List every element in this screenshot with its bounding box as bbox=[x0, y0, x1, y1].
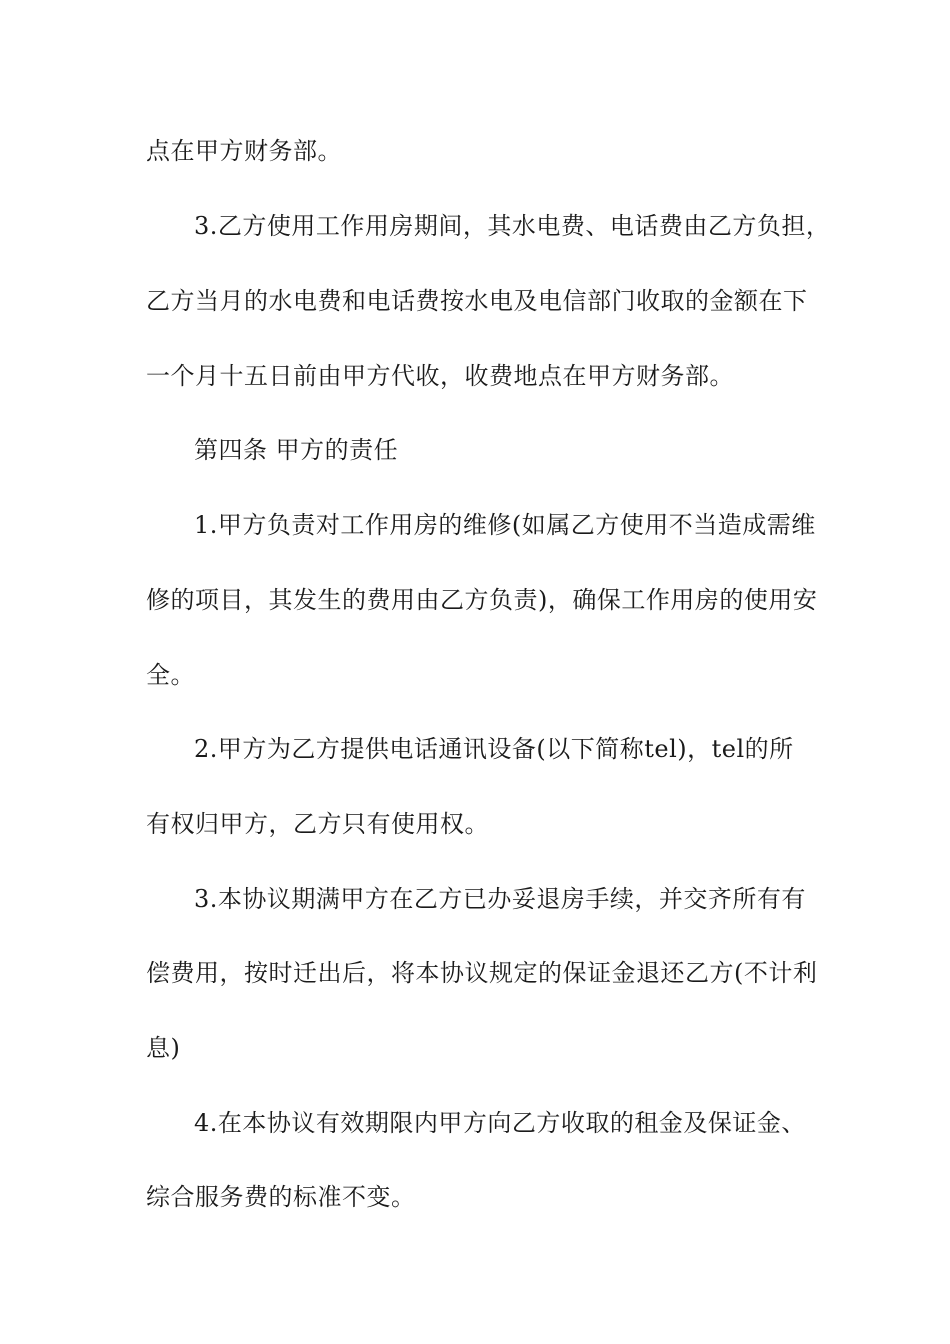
paragraph-line: 2.甲方为乙方提供电话通讯设备(以下简称tel)，tel的所 bbox=[194, 735, 794, 763]
paragraph-line: 息) bbox=[146, 1034, 181, 1062]
paragraph-line: 3.本协议期满甲方在乙方已办妥退房手续，并交齐所有有 bbox=[194, 885, 806, 913]
paragraph-line: 4.在本协议有效期限内甲方向乙方收取的租金及保证金、 bbox=[194, 1109, 806, 1137]
paragraph-line: 有权归甲方，乙方只有使用权。 bbox=[146, 810, 489, 838]
paragraph-line: 1.甲方负责对工作用房的维修(如属乙方使用不当造成需维 bbox=[194, 511, 816, 539]
paragraph-line: 一个月十五日前由甲方代收，收费地点在甲方财务部。 bbox=[146, 362, 734, 390]
paragraph-line: 点在甲方财务部。 bbox=[146, 137, 342, 165]
paragraph-line: 乙方当月的水电费和电话费按水电及电信部门收取的金额在下 bbox=[146, 287, 808, 315]
paragraph-line: 全。 bbox=[146, 661, 195, 689]
paragraph-line: 3.乙方使用工作用房期间，其水电费、电话费由乙方负担， bbox=[194, 212, 831, 240]
paragraph-line: 偿费用，按时迁出后，将本协议规定的保证金退还乙方(不计利 bbox=[146, 959, 818, 987]
section-heading: 第四条 甲方的责任 bbox=[194, 436, 399, 464]
paragraph-line: 综合服务费的标准不变。 bbox=[146, 1183, 416, 1211]
paragraph-line: 修的项目，其发生的费用由乙方负责)，确保工作用房的使用安 bbox=[146, 586, 818, 614]
